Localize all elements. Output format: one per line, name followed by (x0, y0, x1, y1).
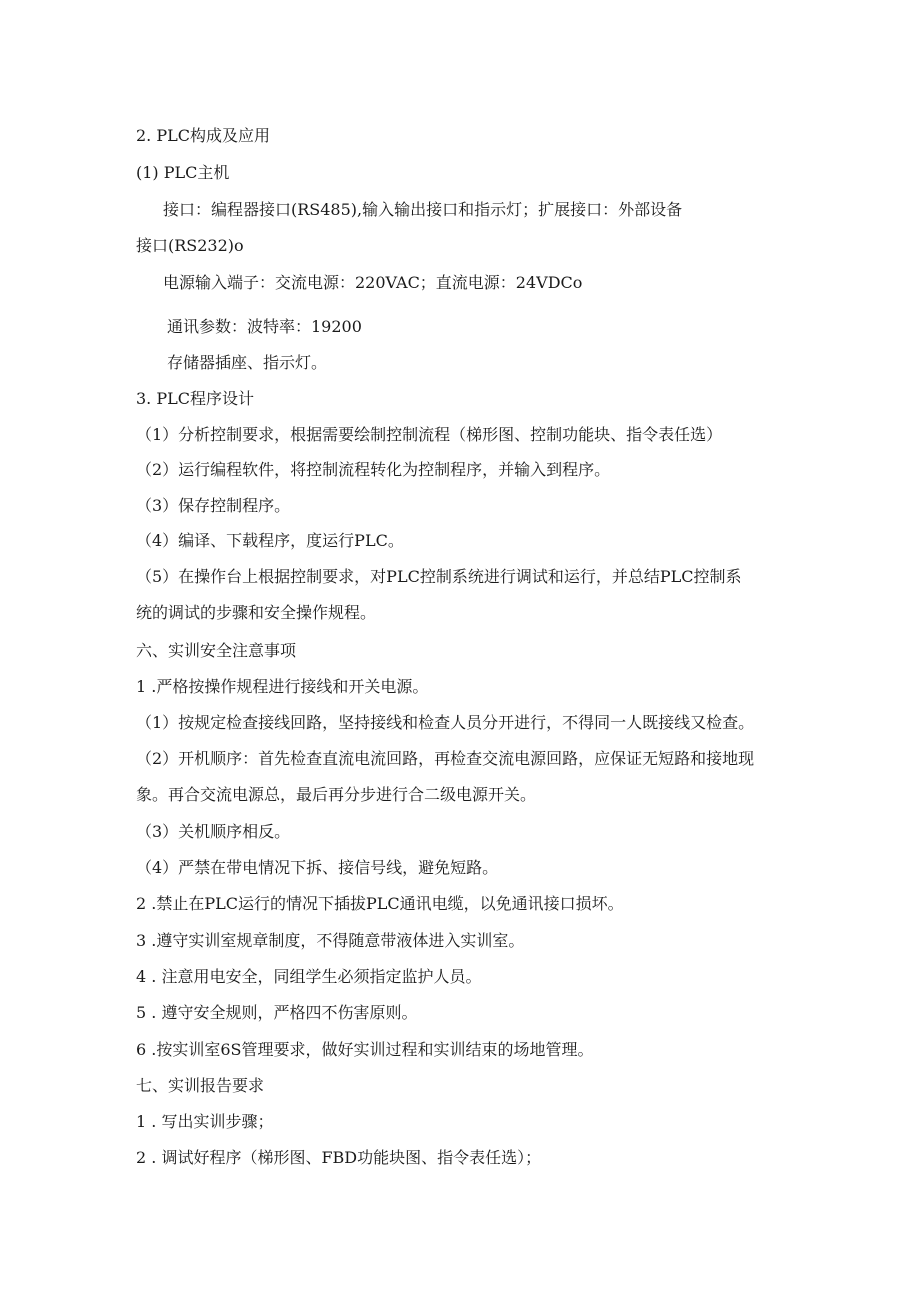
subsection-heading: (1) PLC主机 (136, 163, 230, 182)
paragraph-line: 通讯参数：波特率：19200 (167, 317, 362, 336)
list-item: （3）关机顺序相反。 (136, 822, 291, 841)
list-item-continuation: 统的调试的步骤和安全操作规程。 (136, 603, 377, 622)
list-item: 2 . 调试好程序（梯形图、FBD功能块图、指令表任选）； (136, 1148, 542, 1167)
list-item: 2 .禁止在PLC运行的情况下插拔PLC通讯电缆，以免通讯接口损坏。 (136, 894, 624, 913)
list-item-continuation: 象。再合交流电源总，最后再分步进行合二级电源开关。 (136, 785, 537, 804)
list-item: （3）保存控制程序。 (136, 496, 291, 515)
list-item: （4）编译、下载程序，度运行PLC。 (136, 531, 404, 550)
section-heading: 3. PLC程序设计 (136, 389, 254, 408)
paragraph-line: 电源输入端子：交流电源：220VAC；直流电源：24VDCo (163, 273, 583, 292)
paragraph-line: 存储器插座、指示灯。 (167, 353, 328, 372)
section-heading: 七、实训报告要求 (136, 1076, 265, 1095)
list-item: （4）严禁在带电情况下拆、接信号线，避免短路。 (136, 858, 499, 877)
list-item: （1）分析控制要求，根据需要绘制控制流程（梯形图、控制功能块、指令表任选） (136, 425, 723, 444)
list-item: （2）开机顺序：首先检查直流电流回路，再检查交流电源回路，应保证无短路和接地现 (136, 749, 755, 768)
list-item: （2）运行编程软件，将控制流程转化为控制程序，并输入到程序。 (136, 460, 611, 479)
list-item: 1 .严格按操作规程进行接线和开关电源。 (136, 677, 429, 696)
list-item: 6 .按实训室6S管理要求，做好实训过程和实训结束的场地管理。 (136, 1040, 594, 1059)
paragraph-line: 接口：编程器接口(RS485),输入输出接口和指示灯；扩展接口：外部设备 (163, 200, 683, 219)
list-item: 3 .遵守实训室规章制度，不得随意带液体进入实训室。 (136, 931, 525, 950)
list-item: 4 . 注意用电安全，同组学生必须指定监护人员。 (136, 967, 482, 986)
list-item: （5）在操作台上根据控制要求，对PLC控制系统进行调试和运行，并总结PLC控制系 (136, 567, 742, 586)
section-heading: 六、实训安全注意事项 (136, 641, 297, 660)
section-heading: 2. PLC构成及应用 (136, 126, 270, 145)
list-item: 5 . 遵守安全规则，严格四不伤害原则。 (136, 1003, 418, 1022)
list-item: 1 . 写出实训步骤； (136, 1112, 274, 1131)
list-item: （1）按规定检查接线回路，坚持接线和检查人员分开进行，不得同一人既接线又检查。 (136, 713, 755, 732)
paragraph-line: 接口(RS232)o (136, 236, 244, 255)
